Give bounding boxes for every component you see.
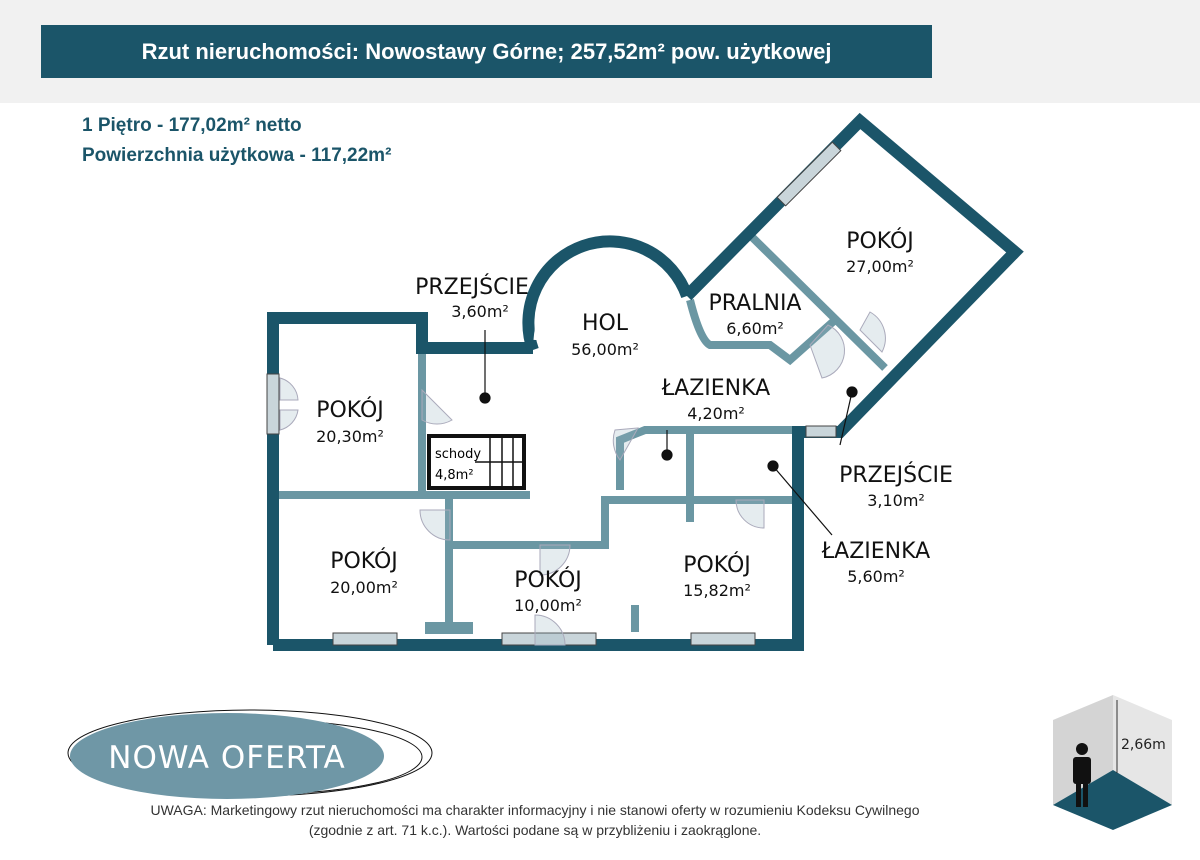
room-area: 3,10m² bbox=[867, 491, 925, 510]
room-name: ŁAZIENKA bbox=[661, 376, 771, 401]
window bbox=[806, 426, 836, 437]
window bbox=[777, 142, 841, 206]
stairs-area: 4,8m² bbox=[435, 468, 474, 483]
floor-net-area: 1 Piętro - 177,02m² netto bbox=[82, 115, 302, 136]
room-name: POKÓJ bbox=[846, 229, 914, 254]
room-area: 20,30m² bbox=[316, 427, 384, 446]
room-name: ŁAZIENKA bbox=[821, 539, 931, 564]
badge-text: NOWA OFERTA bbox=[108, 740, 346, 776]
room-name: HOL bbox=[581, 311, 629, 336]
door[interactable] bbox=[535, 615, 565, 645]
door[interactable] bbox=[736, 500, 764, 528]
disclaimer-line-2: (zgodnie z art. 71 k.c.). Wartości podane są w przybliżeniu i zaokrąglone. bbox=[308, 822, 762, 838]
window bbox=[267, 374, 279, 434]
disclaimer bbox=[60, 800, 1010, 840]
room-area: 56,00m² bbox=[571, 340, 639, 359]
window bbox=[333, 633, 397, 645]
door[interactable] bbox=[420, 510, 450, 540]
room-area: 6,60m² bbox=[726, 319, 784, 338]
window bbox=[691, 633, 755, 645]
door[interactable] bbox=[422, 390, 452, 424]
room-name: POKÓJ bbox=[514, 568, 582, 593]
room-area: 20,00m² bbox=[330, 578, 398, 597]
room-name: POKÓJ bbox=[330, 549, 398, 574]
room-name: PRALNIA bbox=[708, 291, 802, 316]
room-area: 27,00m² bbox=[846, 257, 914, 276]
room-area: 4,20m² bbox=[687, 404, 745, 423]
person-icon bbox=[1076, 743, 1088, 755]
ceiling-height: 2,66m bbox=[1121, 737, 1166, 753]
stairs bbox=[429, 436, 524, 488]
ceiling-height-icon bbox=[1053, 695, 1172, 830]
room-area: 5,60m² bbox=[847, 567, 905, 586]
floor-usable-area: Powierzchnia użytkowa - 117,22m² bbox=[82, 145, 392, 166]
disclaimer-line-1: UWAGA: Marketingowy rzut nieruchomości ma charakter informacyjny i nie stanowi oferty w rozumieniu Kodeksu Cywilnego bbox=[150, 802, 920, 818]
door[interactable] bbox=[280, 378, 298, 430]
room-area: 3,60m² bbox=[451, 302, 509, 321]
room-name: PRZEJŚCIE bbox=[415, 275, 529, 300]
room-name: POKÓJ bbox=[316, 398, 384, 423]
door[interactable] bbox=[613, 428, 638, 460]
page-title: Rzut nieruchomości: Nowostawy Górne; 257,52m² pow. użytkowej bbox=[41, 25, 932, 78]
room-name: POKÓJ bbox=[683, 553, 751, 578]
room-area: 15,82m² bbox=[683, 581, 751, 600]
wall-stub bbox=[425, 622, 473, 634]
new-offer-badge bbox=[68, 710, 432, 799]
room-area: 10,00m² bbox=[514, 596, 582, 615]
room-name: PRZEJŚCIE bbox=[839, 463, 953, 488]
stairs-label: schody bbox=[435, 447, 482, 462]
